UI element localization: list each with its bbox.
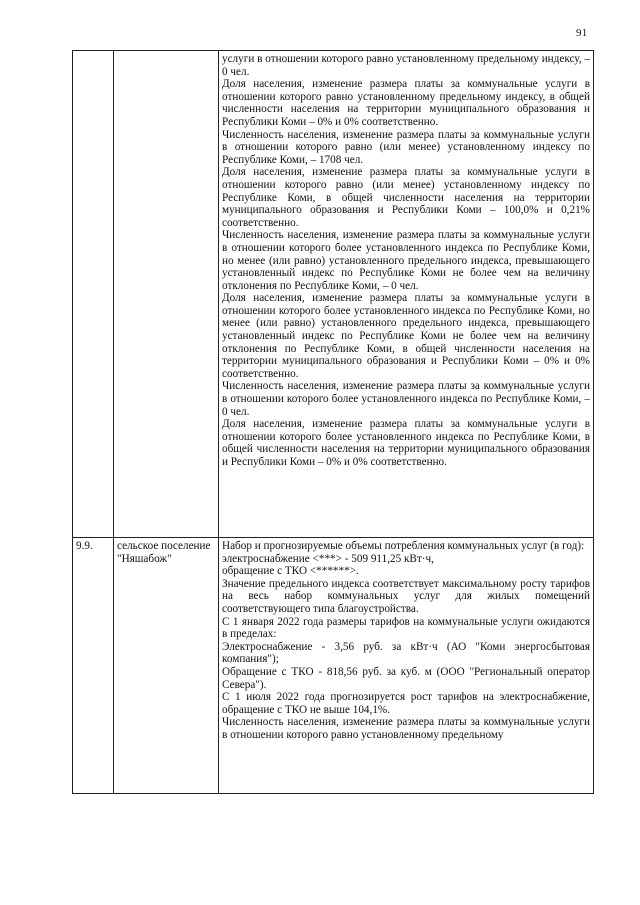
description-cell	[219, 51, 594, 538]
paragraph: Численность населения, изменение размера платы за коммунальные услуги в отношении которого равно установленному предельному	[222, 716, 590, 741]
paragraph: Значение предельного индекса соответствует максимальному росту тарифов на весь набор коммунальных услуг для жилых помещений соответствующего типа благоустройства.	[222, 577, 590, 615]
paragraph: Доля населения, изменение размера платы за коммунальные услуги в отношении которого более установленного индекса по Республике Коми, но менее (или равно) установленного предельного индекса, превышающего установленный индекс по Республике Коми не более чем на величину отклонения по Республике Коми, в общей численности населения на территории муниципального образования и Республики Коми – 0% и 0% соответственно.	[222, 292, 590, 380]
row-number-cell: 9.9.	[73, 538, 114, 794]
paragraph: электроснабжение <***> - 509 911,25 кВт·ч,	[222, 552, 434, 565]
paragraph: С 1 июля 2022 года прогнозируется рост тарифов на электроснабжение, обращение с ТКО не выше 104,1%.	[222, 691, 590, 716]
table-row	[73, 51, 594, 538]
municipality-cell: сельское поселение "Няшабож"	[114, 538, 219, 794]
paragraph: Обращение с ТКО - 818,56 руб. за куб. м (ООО "Региональный оператор Севера").	[222, 665, 590, 691]
description-cell	[219, 538, 594, 794]
paragraph: С 1 января 2022 года размеры тарифов на коммунальные услуги ожидаются в пределах:	[222, 615, 590, 641]
paragraph: Доля населения, изменение размера платы за коммунальные услуги в отношении которого равно (или менее) установленному индексу по Республике Коми, в общей численности населения на территории муниципального образования и Республики Коми – 100,0% и 0,21% соответственно.	[222, 166, 590, 229]
paragraph: услуги в отношении которого равно установленному предельному индексу, – 0 чел.	[222, 53, 590, 78]
paragraph: Доля населения, изменение размера платы за коммунальные услуги в отношении которого равно установленному предельному индексу, в общей численности населения на территории муниципального образования и Республики Коми – 0% и 0% соответственно.	[222, 78, 590, 128]
table-row	[73, 538, 594, 794]
paragraph: Набор и прогнозируемые объемы потребления коммунальных услуг (в год):	[222, 540, 585, 552]
paragraph: обращение с ТКО <******>.	[222, 565, 359, 578]
paragraph: Доля населения, изменение размера платы за коммунальные услуги в отношении которого более установленного индекса по Республике Коми, в общей численности населения на территории муниципального образования и Республики Коми – 0% и 0% соответственно.	[222, 418, 590, 468]
tariff-table	[72, 50, 594, 794]
paragraph: Численность населения, изменение размера платы за коммунальные услуги в отношении которого равно (или менее) установленному индексу по Республике Коми, – 1708 чел.	[222, 128, 590, 166]
paragraph: Численность населения, изменение размера платы за коммунальные услуги в отношении которого более установленного индекса по Республике Коми, но менее (или равно) установленного предельного индекса, превышающего установленный индекс по Республике Коми не более чем на величину отклонения по Республике Коми, – 0 чел.	[222, 229, 590, 292]
page-number: 91	[576, 27, 588, 39]
paragraph: Численность населения, изменение размера платы за коммунальные услуги в отношении которого более установленного индекса по Республике Коми, – 0 чел.	[222, 380, 590, 418]
row-number-cell	[73, 51, 114, 538]
paragraph: Электроснабжение - 3,56 руб. за кВт·ч (АО "Коми энергосбытовая компания");	[222, 640, 590, 666]
municipality-cell	[114, 51, 219, 538]
